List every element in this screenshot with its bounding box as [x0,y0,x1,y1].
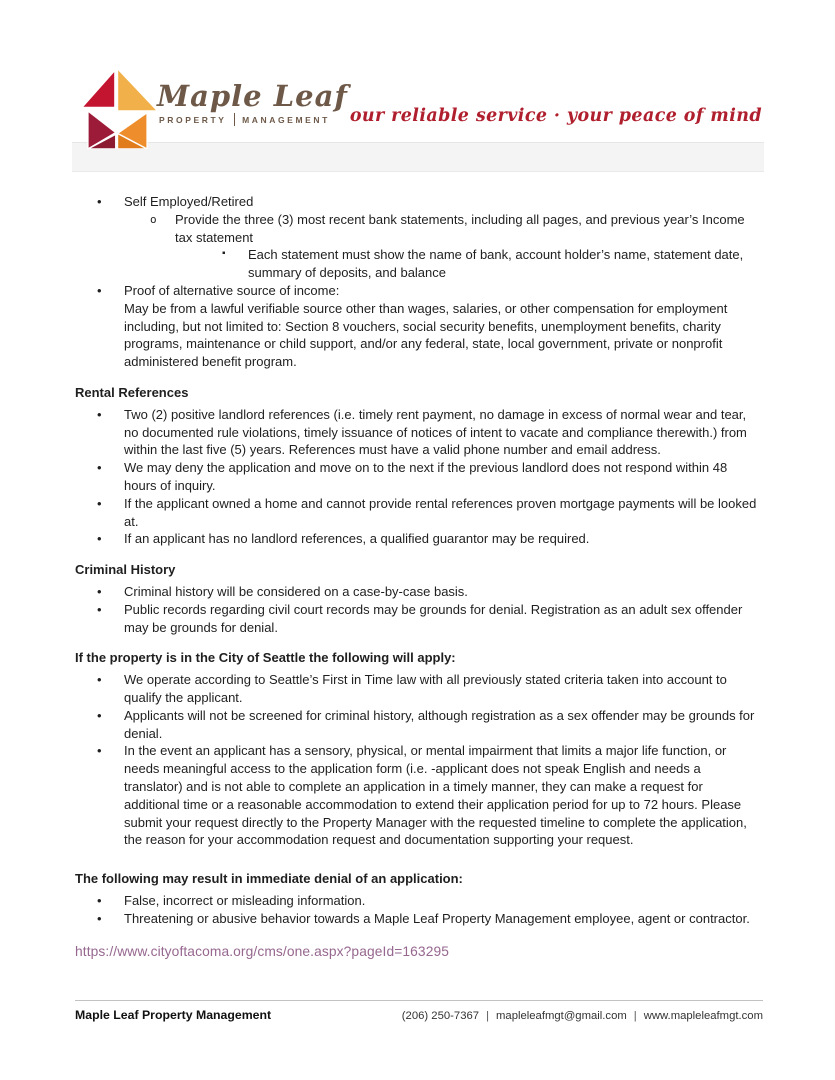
header-band [72,142,764,172]
bullet-item [75,282,762,371]
brand-subtitle-divider [234,113,236,126]
bullet-item-text: Self Employed/Retired [124,194,254,209]
bullet-item-text: In the event an applicant has a sensory, physical, or mental impairment that limits a major life function, or needs meaningful access to the application form (i.e. -applicant does not speak English and needs a translator) and is not able to complete an application in a timely manner, they can make a request for additional time or a reasonable accommodation to extend their application period for up to 72 hours. Please submit your request directly to the Property Manager with the requested timeline to complete the application, the reason for your accommodation request and documentation supporting your request. [124,743,747,848]
logo-roof-left [82,70,115,107]
footer-website: www.mapleleafmgt.com [643,1010,763,1022]
bullet-item [75,910,762,928]
footer-separator: | [633,1010,637,1022]
document-section [75,870,762,927]
page-header [0,0,835,190]
bullet-item-continuation: May be from a lawful verifiable source other than wages, salaries, or other compensation for employment including, but not limited to: Section 8 vouchers, social security benefits, unemployment benefits, charity programs, maintenance or child support, and/or any federal, state, local government, private or nonprofit administered benefit program. [124,300,728,370]
bullet-item [75,406,762,459]
footer-email: mapleleafmgt@gmail.com [496,1010,627,1022]
bullet-item [75,892,762,910]
bullet-item-text: Two (2) positive landlord references (i.e. timely rent payment, no damage in excess of normal wear and tear, no documented rule violations, timely issuance of notices of intent to vacate and compliance therewith.) from within the last five (5) years. References must have a valid phone number and email address. [124,406,747,458]
bullet-item-text: Each statement must show the name of bank, account holder’s name, statement date, summary of deposits, and balance [248,247,744,281]
bullet-item [75,671,762,707]
bullet-item-text: Criminal history will be considered on a case-by-case basis. [124,583,468,599]
section-heading: Criminal History [75,562,176,578]
bullet-item-text: Applicants will not be screened for criminal history, although registration as a sex offender may be grounds for denial. [124,707,755,741]
brand-name: Maple Leaf [157,79,348,113]
bullet-item-text: Public records regarding civil court records may be grounds for denial. Registration as an adult sex offender may be grounds for denial. [124,601,743,635]
bullet-list [75,406,762,548]
brand-subtitle-word-2: MANAGEMENT [242,114,330,125]
bullet-item [75,459,762,495]
brand-block [157,80,348,126]
section-heading: If the property is in the City of Seattle the following will apply: [75,650,456,666]
link-paragraph [75,943,762,961]
section-heading: The following may result in immediate denial of an application: [75,871,463,887]
bullet-item-text: Proof of alternative source of income: [124,282,340,298]
bullet-item-text: If the applicant owned a home and cannot provide rental references proven mortgage payments will be looked at. [124,495,757,529]
house-logo-icon [74,66,161,149]
bullet-item-text: Threatening or abusive behavior towards a Maple Leaf Property Management employee, agent or contractor. [124,910,750,926]
bullet-item-text: We may deny the application and move on to the next if the previous landlord does not respond within 48 hours of inquiry. [124,460,728,493]
bullet-list [75,671,762,849]
bullet-item [75,246,762,282]
footer-separator: | [486,1010,489,1022]
document-body [75,193,762,961]
company-tagline: our reliable service · your peace of mind [349,106,762,126]
bullet-item [75,583,762,601]
document-section [75,561,762,636]
bullet-item-text: If an applicant has no landlord references, a qualified guarantor may be required. [124,531,590,547]
footer-phone: (206) 250-7367 [401,1010,480,1022]
bullet-item [75,601,762,637]
bullet-item [75,193,762,211]
brand-subtitle-word-1: PROPERTY [159,114,227,125]
bullet-list [75,583,762,636]
bullet-list [75,193,762,371]
bullet-item [75,495,762,531]
section-heading: Rental References [75,384,189,400]
bullet-item-text: False, incorrect or misleading information. [124,892,366,908]
bullet-item [75,530,762,548]
bullet-item [75,211,762,247]
bullet-item-text: Provide the three (3) most recent bank statements, including all pages, and previous year’s Income tax statement [175,211,745,245]
footer-contact [402,1010,763,1022]
bullet-item [75,707,762,743]
footer-company: Maple Leaf Property Management [75,1008,272,1022]
document-section [75,384,762,548]
bullet-item [75,742,762,849]
page-footer [75,1000,763,1022]
document-link[interactable]: https://www.cityoftacoma.org/cms/one.aspx?pageId=163295 [75,944,450,960]
document-section [75,193,762,371]
document-section [75,649,762,849]
bullet-list [75,892,762,928]
bullet-item-text: We operate according to Seattle’s First in Time law with all previously stated criteria taken into account to qualify the applicant. [124,672,727,705]
brand-subtitle [159,113,348,126]
logo-roof-right [118,69,158,111]
